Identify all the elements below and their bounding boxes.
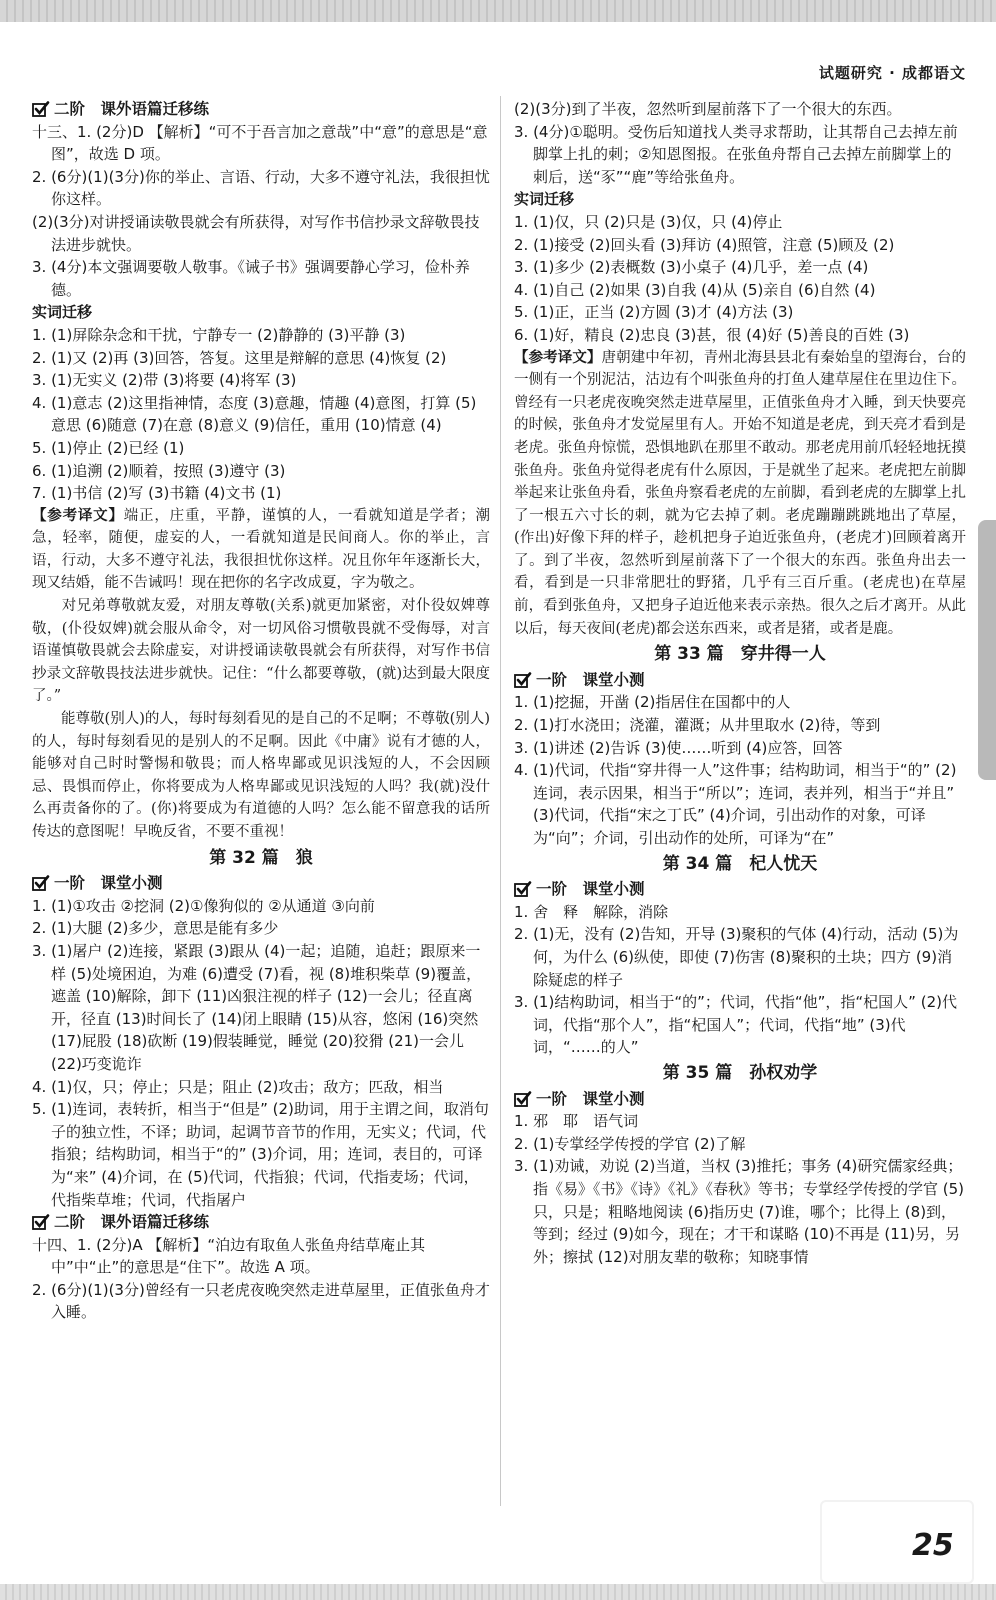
check-box-icon <box>32 1214 50 1230</box>
reference-translation <box>32 505 490 595</box>
answer-item: 1. (1)屏除杂念和干扰，宁静专一 (2)静静的 (3)平静 (3) <box>32 325 406 344</box>
answer-item: 4. (1)意志 (2)这里指神情，态度 (3)意趣，情趣 (4)意图，打算 (5)意思 (6)随意 (7)在意 (8)意义 (9)信任，重用 (10)情意 (4) <box>32 393 477 435</box>
subsection-heading: 实词迁移 <box>32 303 93 322</box>
answer-item: 5. (1)停止 (2)已经 (1) <box>32 438 185 457</box>
answer-item: 5. (1)正，正当 (2)方圆 (3)才 (4)方法 (3) <box>514 303 794 322</box>
check-box-icon <box>32 875 50 891</box>
answer-item: 3. (4分)本文强调要敬人敬事。《诫子书》强调要静心学习，俭朴养德。 <box>32 258 470 299</box>
answer-item: 4. (1)代词，代指“穿井得一人”这件事；结构助词，相当于“的” (2)连词，表示因果，相当于“所以”；连词，表并列，相当于“并且” (3)代词，代指“宋之丁氏” (4)介词，引出动作的对象，可译为“向”；介词，引出动作的处所，可译为“在” <box>514 761 957 847</box>
chapter-title: 第 34 篇 杞人忧天 <box>662 853 818 874</box>
section-heading-text: 一阶 课堂小测 <box>536 1089 645 1108</box>
answer-item: 3. (1)多少 (2)表概数 (3)小桌子 (4)几乎，差一点 (4) <box>514 258 869 277</box>
answer-item: 2. (6分)(1)(3分)你的举止、言语、行动，大多不遵守礼法，我很担忧你这样。 <box>32 167 490 209</box>
section-heading <box>514 878 966 901</box>
section-heading-text: 一阶 课堂小测 <box>536 880 645 899</box>
answer-item: 2. (1)接受 (2)回头看 (3)拜访 (4)照管，注意 (5)顾及 (2) <box>514 235 895 254</box>
answer-item: 4. (1)仅，只；停止；只是；阻止 (2)攻击；敌方；匹敌，相当 <box>32 1077 444 1096</box>
answer-item: (2)(3分)到了半夜，忽然听到屋前落下了一个很大的东西。 <box>514 100 902 118</box>
answer-item: 3. (1)劝诫，劝说 (2)当道，当权 (3)推托；事务 (4)研究儒家经典；指《易》《书》《诗》《礼》《春秋》等书；专掌经学传授的学官 (5)只，只是；粗略地阅读 (6)指历史 (7)谁，哪个；比得上 (8)到，等到；经过 (9)如今，现在；才干和谋略 (10)不再是 (11)另，另外；擦拭 (12)对朋友辈的敬称；知晓事情 <box>514 1157 965 1266</box>
section-heading <box>514 1088 966 1111</box>
answer-item: 十三、1. (2分)D 【解析】“可不于吾言加之意哉”中“意”的意思是“意图”，故选 D 项。 <box>32 122 488 164</box>
answer-item: 1. 邪 耶 语气词 <box>514 1112 639 1131</box>
right-column <box>514 98 966 1268</box>
translation-text: 端正，庄重，平静，谨慎的人，一看就知道是学者；潮急，轻率，随便，虚妄的人，一看就知道是民间商人。你的举止，言语，行动，大多不遵守礼法，我很担忧你这样。况且你年年逐渐长大，现又结婚，能不告诫吗！现在把你的名字改成夏，字为敬之。 <box>32 507 491 592</box>
section-heading-text: 一阶 课堂小测 <box>54 874 163 893</box>
page-header: 试题研究 · 成都语文 <box>818 64 966 82</box>
answer-item: 3. (1)屠户 (2)连接，紧跟 (3)跟从 (4)一起；追随，追赶；跟原来一样 (5)处境困迫，为难 (6)遭受 (7)看，视 (8)堆积柴草 (9)覆盖，遮盖 (10)解除，卸下 (11)凶狠注视的样子 (12)一会儿；径直离开，径直 (13)时间长了 (14)闭上眼睛 (15)从容，悠闲 (16)突然 (17)屁股 (18)砍断 (19)假装睡觉，睡觉 (20)狡猾 (21)一会儿 (22)巧变诡诈 <box>32 941 482 1073</box>
answer-item: 2. (1)又 (2)再 (3)回答，答复。这里是辩解的意思 (4)恢复 (2) <box>32 348 447 367</box>
translation-label: 【参考译文】 <box>32 507 124 524</box>
answer-item: 1. 舍 释 解除，消除 <box>514 902 669 921</box>
section-heading-text: 一阶 课堂小测 <box>536 670 645 689</box>
answer-item: 2. (1)大腿 (2)多少，意思是能有多少 <box>32 919 279 938</box>
answer-item: 2. (1)打水浇田；浇灌，灌溉；从井里取水 (2)待，等到 <box>514 716 881 735</box>
translation-text: 能尊敬(别人)的人，每时每刻看见的是自己的不足啊；不尊敬(别人)的人，每时每刻看见的是别人的不足啊。因此《中庸》说有才德的人，能够对自己时时警惕和敬畏；而人格卑鄙或见识浅短的人，不会因顾忌、畏惧而停止，你将要成为人格卑鄙或见识浅短的人吗？我(就)没什么再责备你的了。(你)将要成为有道德的人吗？怎么能不留意我的话所传达的意图呢！早晚反省，不要不重视！ <box>32 711 490 840</box>
answer-item: 2. (1)专掌经学传授的学官 (2)了解 <box>514 1134 746 1153</box>
subsection-heading: 实词迁移 <box>514 190 575 209</box>
section-heading <box>514 669 966 692</box>
answer-item: 3. (4分)①聪明。受伤后知道找人类寻求帮助，让其帮自己去掉左前脚掌上扎的刺；②知恩图报。在张鱼舟帮自己去掉左前脚掌上的刺后，送“豕”“鹿”等给张鱼舟。 <box>514 122 958 186</box>
side-tab <box>978 520 996 780</box>
chapter-title: 第 33 篇 穿井得一人 <box>654 644 826 665</box>
bottom-border <box>0 1584 996 1600</box>
answer-item: 1. (1)①攻击 ②挖洞 (2)①像狗似的 ②从通道 ③向前 <box>32 896 375 915</box>
answer-item: 1. (1)仅，只 (2)只是 (3)仅，只 (4)停止 <box>514 212 783 231</box>
section-heading-text: 二阶 课外语篇迁移练 <box>54 100 210 118</box>
section-heading <box>32 872 490 895</box>
answer-item: 5. (1)连词，表转折，相当于“但是” (2)助词，用于主谓之间，取消句子的独立性，不译；助词，起调节音节的作用，无实义；代词，代指狼；结构助词，相当于“的” (3)介词，用；连词，表目的，可译为“来” (4)介词，在 (5)代词，代指狼；代词，代指麦场；代词，代指柴草堆；代词，代指屠户 <box>32 1100 489 1209</box>
page-number: 25 <box>912 1528 954 1563</box>
left-column <box>32 98 490 1324</box>
answer-item: 3. (1)结构助词，相当于“的”；代词，代指“他”，指“杞国人” (2)代词，代指“那个人”，指“杞国人”；代词，代指“地” (3)代词，“……的人” <box>514 993 957 1057</box>
column-divider <box>500 96 501 1506</box>
reference-translation <box>32 708 490 844</box>
answer-item: 7. (1)书信 (2)写 (3)书籍 (4)文书 (1) <box>32 484 282 503</box>
check-box-icon <box>514 881 532 897</box>
reference-translation <box>32 595 490 708</box>
check-box-icon <box>32 101 50 117</box>
translation-text: 对兄弟尊敬就友爱，对朋友尊敬(关系)就更加紧密，对仆役奴婢尊敬，(仆役奴婢)就会服从命令，对一切风俗习惯敬畏就不受侮辱，对言语谨慎敬畏就会去除虚妄，对讲授诵读敬畏就会有所获得，对写作书信抄录文辞敬畏技法进步就快。记住：“什么都要尊敬，(就)达到最大限度了。” <box>32 598 490 705</box>
answer-item: 1. (1)挖掘，开凿 (2)指居住在国都中的人 <box>514 693 791 712</box>
answer-item: 3. (1)无实义 (2)带 (3)将要 (4)将军 (3) <box>32 371 297 390</box>
answer-item: 十四、1. (2分)A 【解析】“泊边有取鱼人张鱼舟结草庵止其中”中“止”的意思是“住下”。故选 A 项。 <box>32 1235 426 1277</box>
answer-item: (2)(3分)对讲授诵读敬畏就会有所获得，对写作书信抄录文辞敬畏技法进步就快。 <box>32 212 480 254</box>
translation-text: 唐朝建中年初，青州北海县县北有秦始皇的望海台，台的一侧有一个别泥沽，沽边有个叫张鱼舟的打鱼人建草屋住在里边住下。曾经有一只老虎夜晚突然走进草屋里，正值张鱼舟才入睡，到天快要亮的时候，张鱼舟才发觉屋里有人。开始不知道是老虎，到天亮才看到是老虎。张鱼舟惊慌，恐惧地趴在那里不敢动。那老虎用前爪轻轻地抚摸张鱼舟。张鱼舟觉得老虎有什么原因，于是就坐了起来。老虎把左前脚举起来让张鱼舟看，张鱼舟察看老虎的左前脚，看到老虎的左脚掌上扎了一根五六寸长的刺，就为它去掉了刺。老虎蹦蹦跳跳地出了草屋，(作出)好像下拜的样子，趁机把身子迫近张鱼舟，(老虎才)回顾着离开了。到了半夜，忽然听到屋前落下了一个很大的东西。张鱼舟出去一看，看到是一只非常肥壮的野猪，几乎有三百斤重。(老虎也)在草屋前，看到张鱼舟，又把身子迫近他来表示亲热。很久之后才离开。从此以后，每天夜间(老虎)都会送东西来，或者是猪，或者是鹿。 <box>514 349 966 637</box>
chapter-title: 第 35 篇 孙权劝学 <box>662 1062 818 1083</box>
translation-label: 【参考译文】 <box>514 349 602 366</box>
section-heading <box>32 98 490 121</box>
answer-item: 6. (1)好，精良 (2)忠良 (3)甚，很 (4)好 (5)善良的百姓 (3) <box>514 325 910 344</box>
reference-translation <box>514 347 966 641</box>
top-border <box>0 0 996 22</box>
check-box-icon <box>514 672 532 688</box>
answer-item: 4. (1)自己 (2)如果 (3)自我 (4)从 (5)亲自 (6)自然 (4) <box>514 280 876 299</box>
check-box-icon <box>514 1091 532 1107</box>
answer-item: 2. (1)无，没有 (2)告知，开导 (3)聚积的气体 (4)行动，活动 (5)为何，为什么 (6)纵使，即使 (7)伤害 (8)聚积的土块；四方 (9)消除疑虑的样子 <box>514 925 959 989</box>
section-heading-text: 二阶 课外语篇迁移练 <box>54 1213 210 1232</box>
answer-item: 2. (6分)(1)(3分)曾经有一只老虎夜晚突然走进草屋里，正值张鱼舟才入睡。 <box>32 1280 490 1322</box>
answer-item: 6. (1)追溯 (2)顺着，按照 (3)遵守 (3) <box>32 461 286 480</box>
answer-item: 3. (1)讲述 (2)告诉 (3)使……听到 (4)应答，回答 <box>514 738 843 757</box>
section-heading <box>32 1211 490 1234</box>
chapter-title: 第 32 篇 狼 <box>209 847 313 868</box>
